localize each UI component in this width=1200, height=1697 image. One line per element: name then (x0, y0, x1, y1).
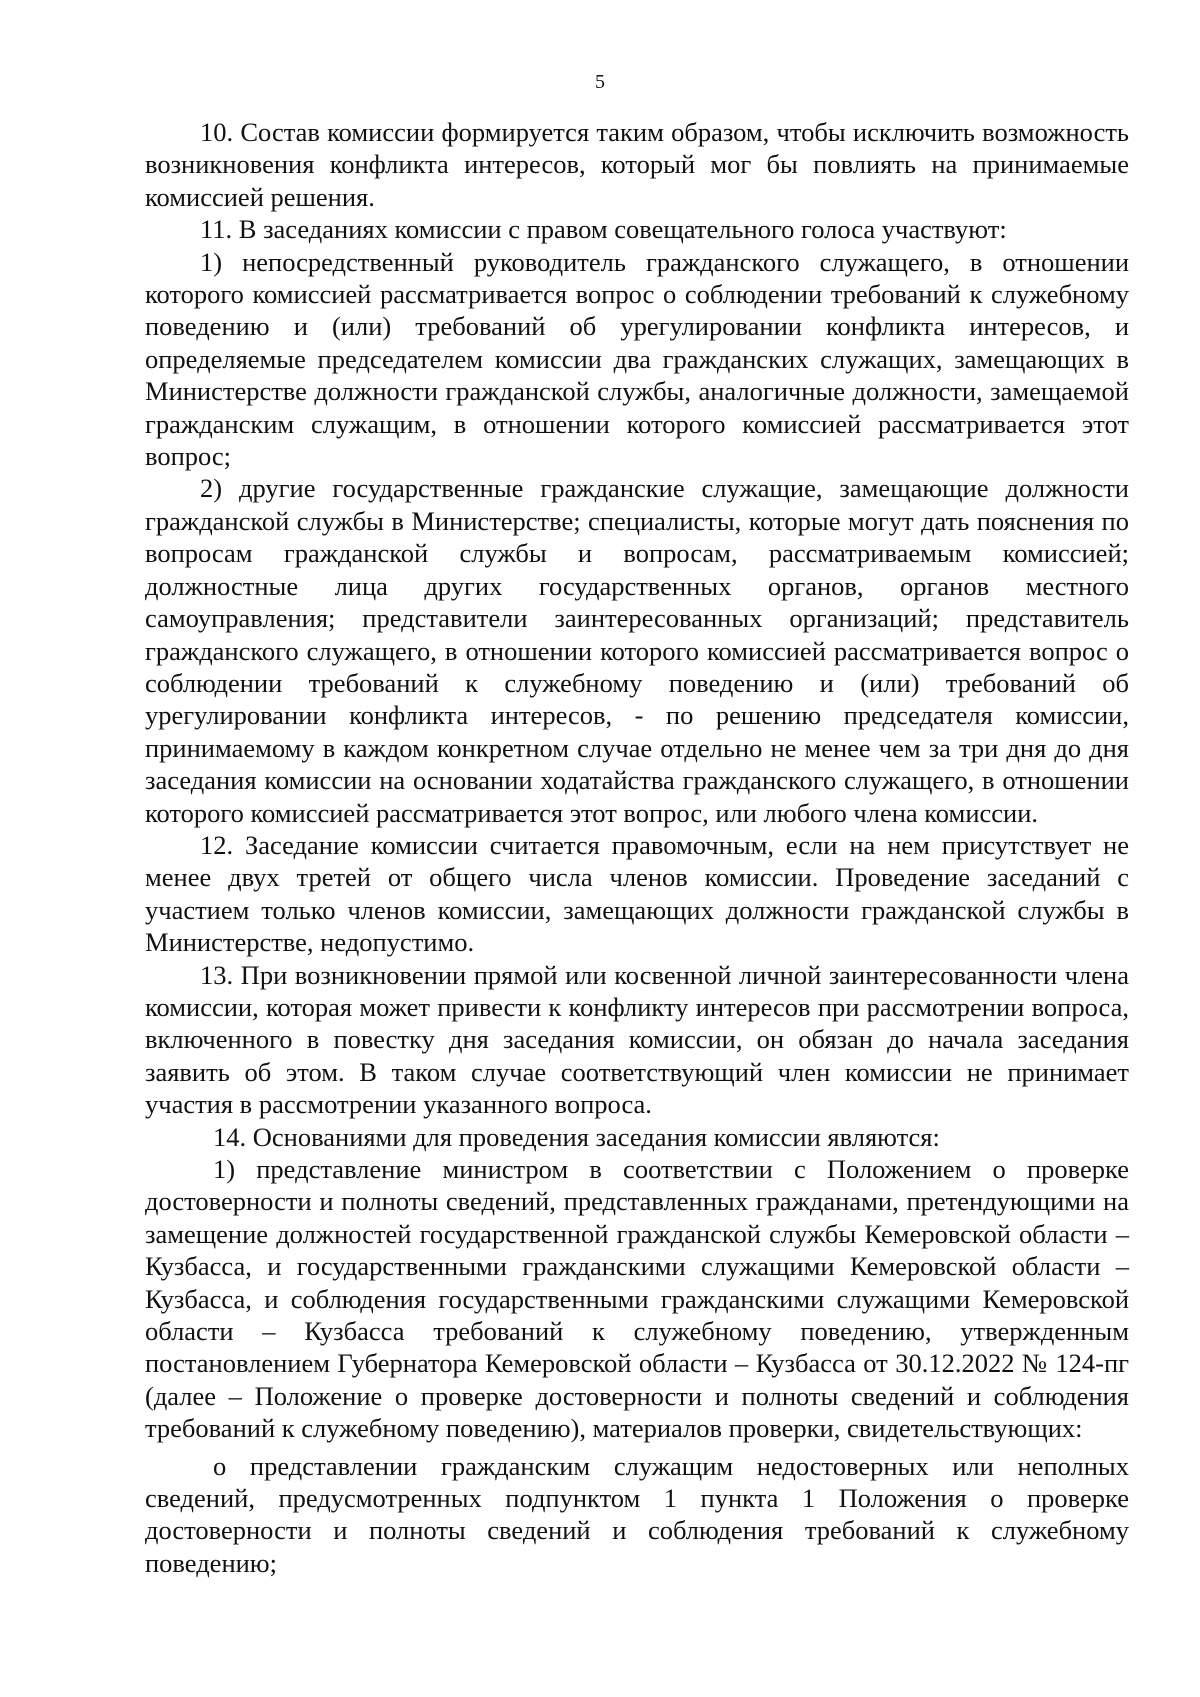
page-number: 5 (595, 71, 605, 93)
paragraph-11-item-1: 1) непосредственный руководитель гражданского служащего, в отношении которого комиссией рассматривается вопрос о соблюдении требований к служебному поведению и (или) требований об урегулировании конфликта интересов, и определяемые председателем комиссии два гражданских служащих, замещающих в Министерстве должности гражданской службы, аналогичные должности, замещаемой гражданским служащим, в отношении которого комиссией рассматривается этот вопрос; (145, 246, 1129, 472)
paragraph-13: 13. При возникновении прямой или косвенной личной заинтересованности члена комиссии, которая может привести к конфликту интересов при рассмотрении вопроса, включенного в повестку дня заседания комиссии, он обязан до начала заседания заявить об этом. В таком случае соответствующий член комиссии не принимает участия в рассмотрении указанного вопроса. (145, 959, 1129, 1120)
paragraph-11: 11. В заседаниях комиссии с правом совещательного голоса участвуют: (200, 214, 1007, 245)
paragraph-10: 10. Состав комиссии формируется таким образом, чтобы исключить возможность возникновения конфликта интересов, который мог бы повлиять на принимаемые комиссией решения. (145, 117, 1129, 212)
paragraph-14-item-1-subitem: о представлении гражданским служащим недостоверных или неполных сведений, предусмотренных подпунктом 1 пункта 1 Положения о проверке достоверности и полноты сведений и соблюдения требований к служебному поведению; (145, 1450, 1129, 1578)
document-body (145, 116, 1129, 1579)
paragraph-12: 12. Заседание комиссии считается правомочным, если на нем присутствует не менее двух третей от общего числа членов комиссии. Проведение заседаний с участием только членов комиссии, замещающих должности гражданской службы в Министерстве, недопустимо. (145, 829, 1129, 958)
paragraph-14-item-1: 1) представление министром в соответствии с Положением о проверке достоверности и полноты сведений, представленных гражданами, претендующими на замещение должностей государственной гражданской службы Кемеровской области – Кузбасса, и государственными гражданскими служащими Кемеровской области – Кузбасса, и соблюдения государственными гражданскими служащими Кемеровской области – Кузбасса требований к служебному поведению, утвержденным постановлением Губернатора Кемеровской области – Кузбасса от 30.12.2022 № 124-пг (далее – Положение о проверке достоверности и полноты сведений и соблюдения требований к служебному поведению), материалов проверки, свидетельствующих: (145, 1154, 1129, 1444)
paragraph-11-item-2: 2) другие государственные гражданские служащие, замещающие должности гражданской службы в Министерстве; специалисты, которые могут дать пояснения по вопросам гражданской службы и вопросам, рассматриваемым комиссией; должностные лица других государственных органов, органов местного самоуправления; представители заинтересованных организаций; представитель гражданского служащего, в отношении которого комиссией рассматривается вопрос о соблюдении требований к служебному поведению и (или) требований об урегулировании конфликта интересов, - по решению председателя комиссии, принимаемому в каждом конкретном случае отдельно не менее чем за три дня до дня заседания комиссии на основании ходатайства гражданского служащего, в отношении которого комиссией рассматривается этот вопрос, или любого члена комиссии. (145, 473, 1129, 828)
paragraph-14: 14. Основаниями для проведения заседания комиссии являются: (213, 1121, 940, 1152)
